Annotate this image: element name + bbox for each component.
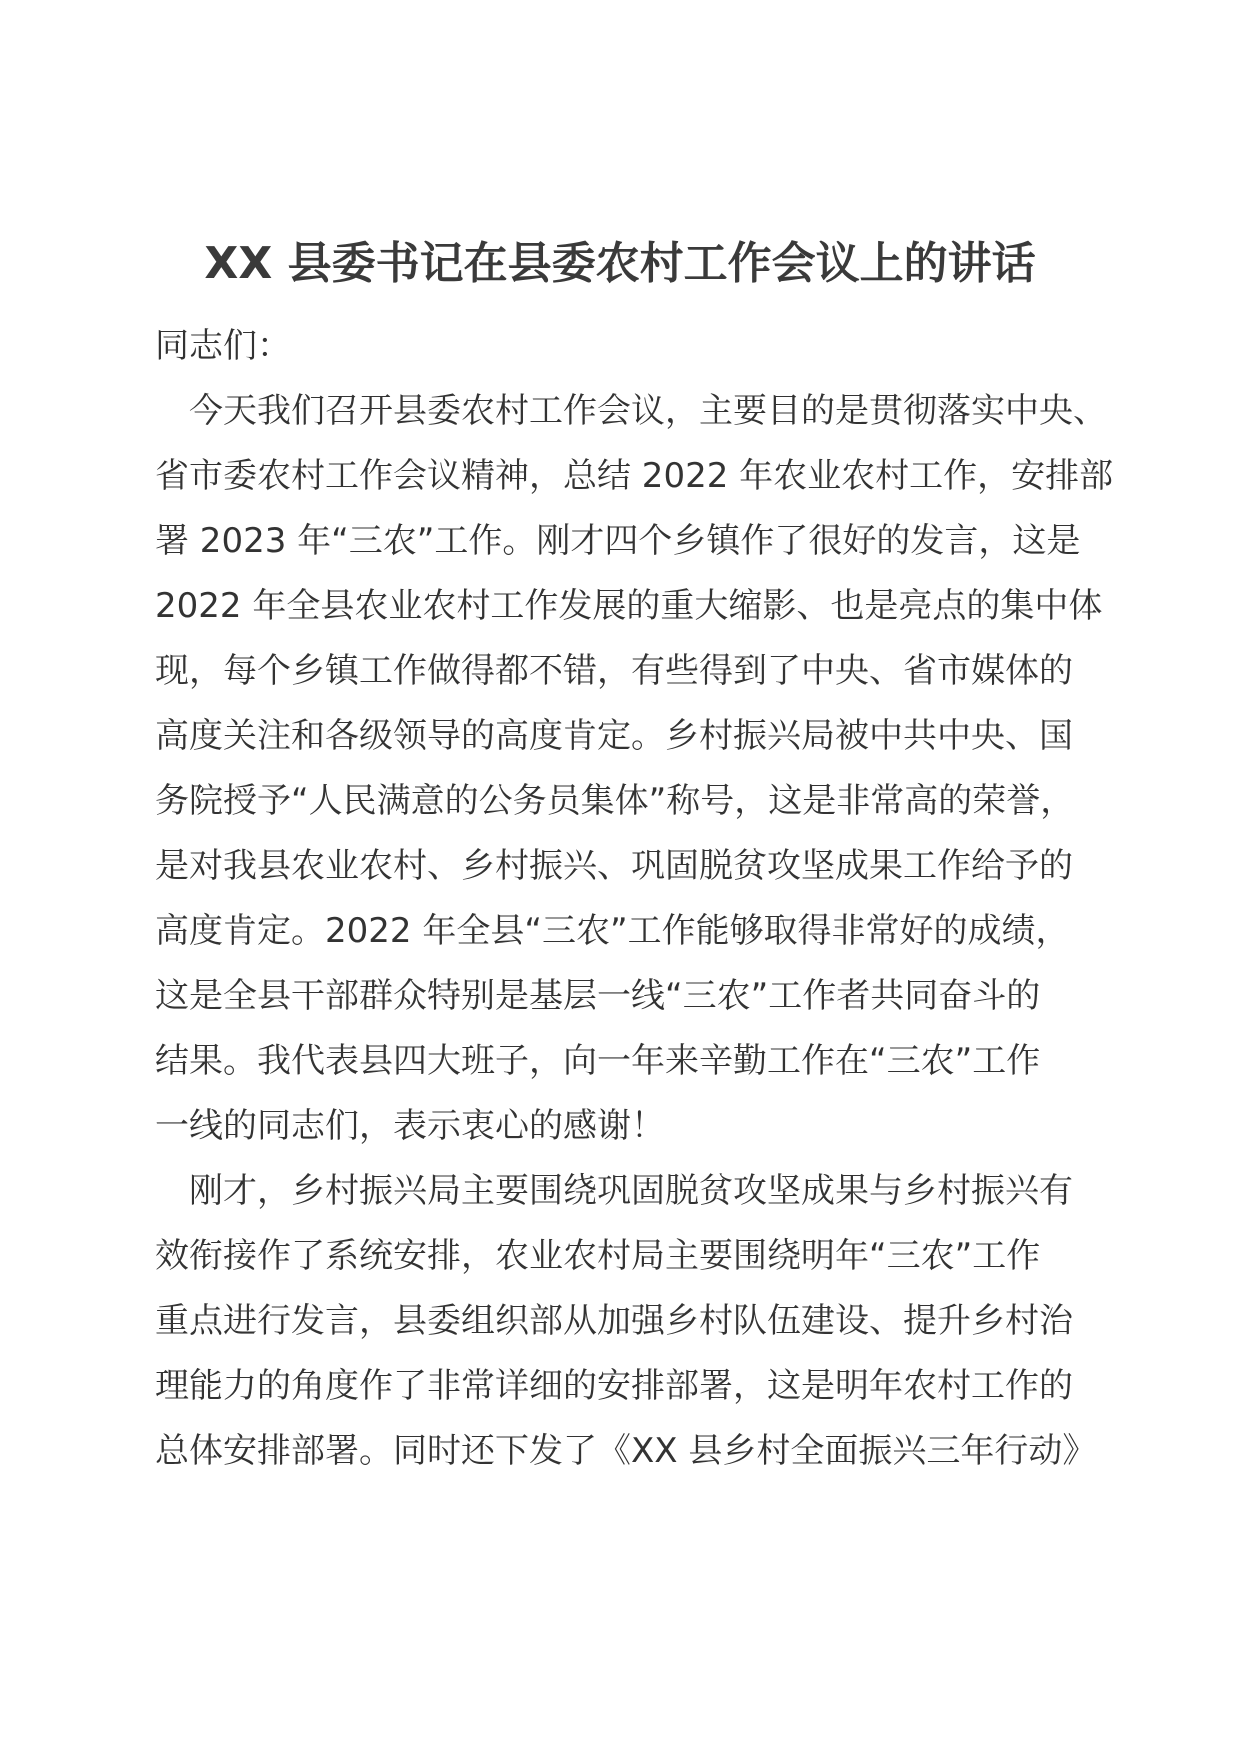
body-line: 高度关注和各级领导的高度肯定。乡村振兴局被中共中央、国	[155, 716, 1073, 756]
document-body	[155, 314, 1114, 1484]
body-line: 总体安排部署。同时还下发了《XX 县乡村全面振兴三年行动》	[155, 1431, 1097, 1471]
body-line: 署 2023 年“三农”工作。刚才四个乡镇作了很好的发言，这是	[155, 521, 1081, 561]
body-line: 刚才，乡村振兴局主要围绕巩固脱贫攻坚成果与乡村振兴有	[189, 1171, 1073, 1211]
body-line: 务院授予“人民满意的公务员集体”称号，这是非常高的荣誉，	[155, 781, 1075, 821]
body-line: 2022 年全县农业农村工作发展的重大缩影、也是亮点的集中体	[155, 586, 1103, 626]
body-line: 省市委农村工作会议精神，总结 2022 年农业农村工作，安排部	[155, 456, 1114, 496]
body-line: 高度肯定。2022 年全县“三农”工作能够取得非常好的成绩，	[155, 911, 1070, 951]
body-line: 这是全县干部群众特别是基层一线“三农”工作者共同奋斗的	[155, 976, 1041, 1016]
body-line: 一线的同志们，表示衷心的感谢！	[155, 1106, 665, 1146]
body-line: 重点进行发言，县委组织部从加强乡村队伍建设、提升乡村治	[155, 1301, 1073, 1341]
salutation-line: 同志们：	[155, 326, 291, 366]
body-line: 理能力的角度作了非常详细的安排部署，这是明年农村工作的	[155, 1366, 1073, 1406]
body-line: 效衔接作了系统安排，农业农村局主要围绕明年“三农”工作	[155, 1236, 1041, 1276]
body-line: 是对我县农业农村、乡村振兴、巩固脱贫攻坚成果工作给予的	[155, 846, 1073, 886]
body-line: 今天我们召开县委农村工作会议，主要目的是贯彻落实中央、	[189, 391, 1107, 431]
body-line: 结果。我代表县四大班子，向一年来辛勤工作在“三农”工作	[155, 1041, 1041, 1081]
body-line: 现，每个乡镇工作做得都不错，有些得到了中央、省市媒体的	[155, 651, 1073, 691]
document-title: XX 县委书记在县委农村工作会议上的讲话	[204, 238, 1036, 289]
